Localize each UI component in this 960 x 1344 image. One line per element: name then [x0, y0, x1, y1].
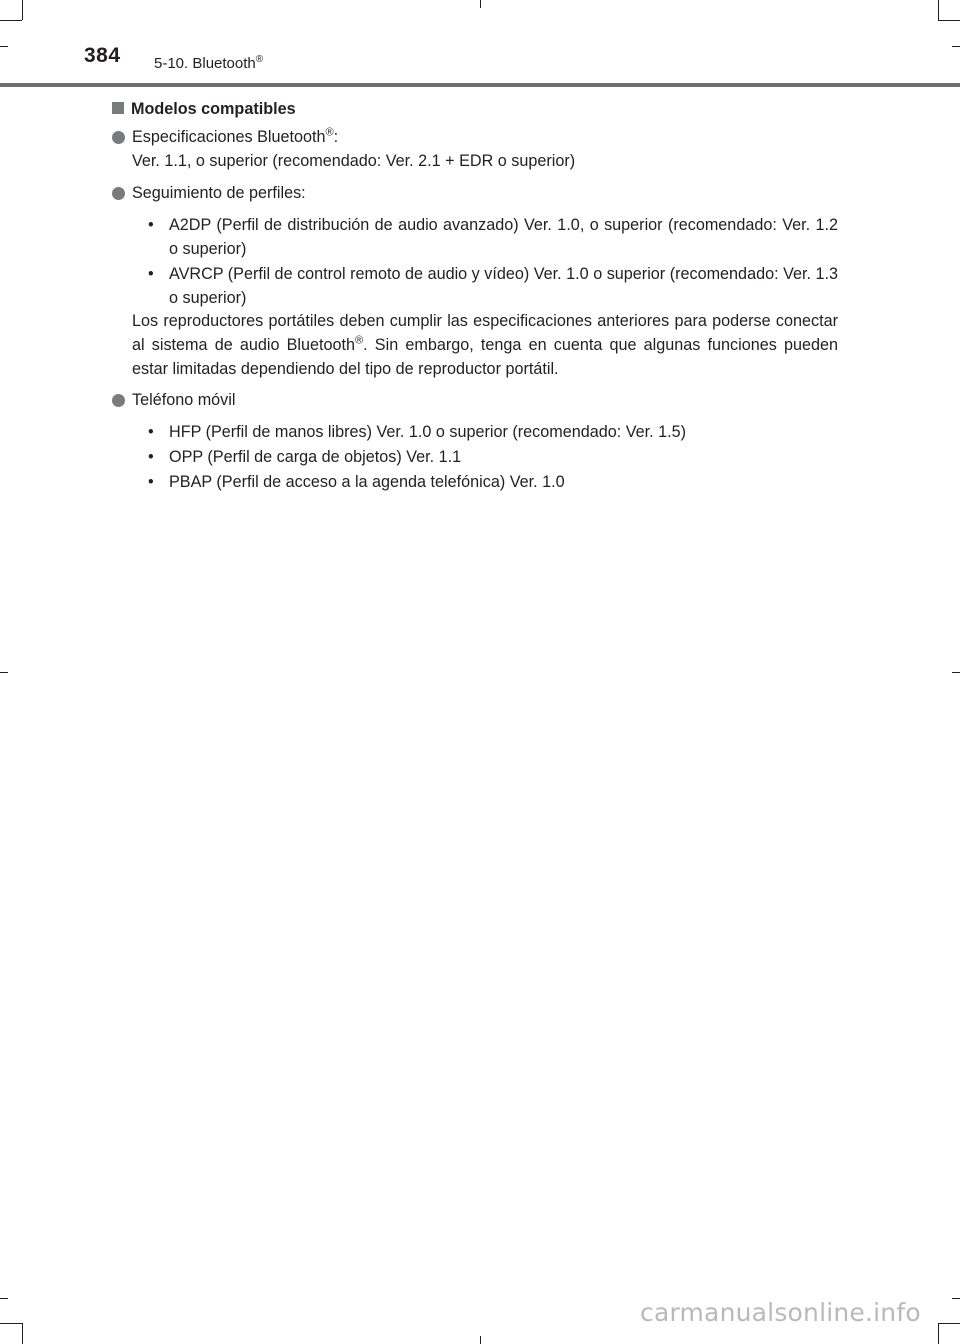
crop-mark [0, 1323, 22, 1324]
square-bullet-icon [112, 102, 124, 114]
registered-mark: ® [325, 126, 334, 139]
circle-bullet-icon [112, 187, 125, 200]
heading-text: Modelos compatibles [131, 100, 296, 118]
crop-mark [480, 1336, 481, 1344]
note-text-cont: . Sin embargo, tenga en cuenta que algunas funciones pueden estar limitadas dependiendo del tipo de reproductor portátil. [132, 336, 838, 378]
crop-mark [938, 20, 960, 21]
spec-detail: Ver. 1.1, o superior (recomendado: Ver. 2.1 + EDR o superior) [132, 152, 576, 170]
circle-bullet-icon [112, 394, 125, 407]
dot-bullet: • [148, 448, 154, 466]
section-heading [112, 97, 838, 121]
crop-mark [480, 0, 481, 8]
crop-mark [0, 20, 22, 21]
section-title [154, 54, 263, 72]
watermark-logo: carmanualsonline.info [640, 1298, 921, 1327]
list-item-text: OPP (Perfil de carga de objetos) Ver. 1.1 [169, 448, 462, 466]
profiles-note [112, 309, 838, 381]
dot-bullet: • [148, 423, 154, 441]
list-item [112, 262, 838, 310]
list-item [112, 420, 838, 444]
crop-mark [22, 1323, 23, 1344]
list-item-text: HFP (Perfil de manos libres) Ver. 1.0 o superior (recomendado: Ver. 1.5) [169, 423, 687, 441]
header-rule [0, 83, 960, 87]
crop-mark [0, 672, 8, 673]
bullet-spec [112, 125, 838, 173]
list-item [112, 213, 838, 261]
section-title-text: 5-10. Bluetooth [154, 55, 256, 72]
crop-mark [0, 46, 8, 47]
spec-suffix: : [333, 128, 339, 146]
spec-label: Especificaciones Bluetooth [132, 128, 326, 146]
phone-list [112, 420, 838, 494]
crop-mark [952, 672, 960, 673]
list-item [112, 470, 838, 494]
phone-label: Teléfono móvil [132, 391, 236, 409]
bullet-phone [112, 388, 838, 412]
dot-bullet: • [148, 473, 154, 491]
dot-bullet: • [148, 216, 154, 234]
note-text: Los reproductores portátiles deben cumplir las especificaciones anteriores para poderse conectar al sistema de audio Bluetooth [132, 312, 838, 354]
list-item-text: PBAP (Perfil de acceso a la agenda telefónica) Ver. 1.0 [169, 473, 565, 491]
registered-mark: ® [255, 54, 264, 65]
crop-mark [22, 0, 23, 20]
crop-mark [952, 46, 960, 47]
list-item [112, 445, 838, 469]
page-number: 384 [84, 44, 121, 67]
profiles-label: Seguimiento de perfiles: [132, 184, 306, 202]
list-item-text: A2DP (Perfil de distribución de audio avanzado) Ver. 1.0, o superior (recomendado: Ver. 1.2 o superior) [169, 216, 838, 258]
crop-mark [938, 1323, 939, 1344]
registered-mark: ® [355, 334, 364, 347]
page-content [112, 97, 838, 502]
bullet-profiles [112, 181, 838, 205]
list-item-text: AVRCP (Perfil de control remoto de audio y vídeo) Ver. 1.0 o superior (recomendado: Ver. 1.3 o superior) [169, 265, 838, 307]
crop-mark [0, 1298, 8, 1299]
dot-bullet: • [148, 265, 154, 283]
crop-mark [938, 1323, 960, 1324]
circle-bullet-icon [112, 131, 125, 144]
crop-mark [952, 1298, 960, 1299]
crop-mark [938, 0, 939, 20]
profiles-list [112, 213, 838, 310]
